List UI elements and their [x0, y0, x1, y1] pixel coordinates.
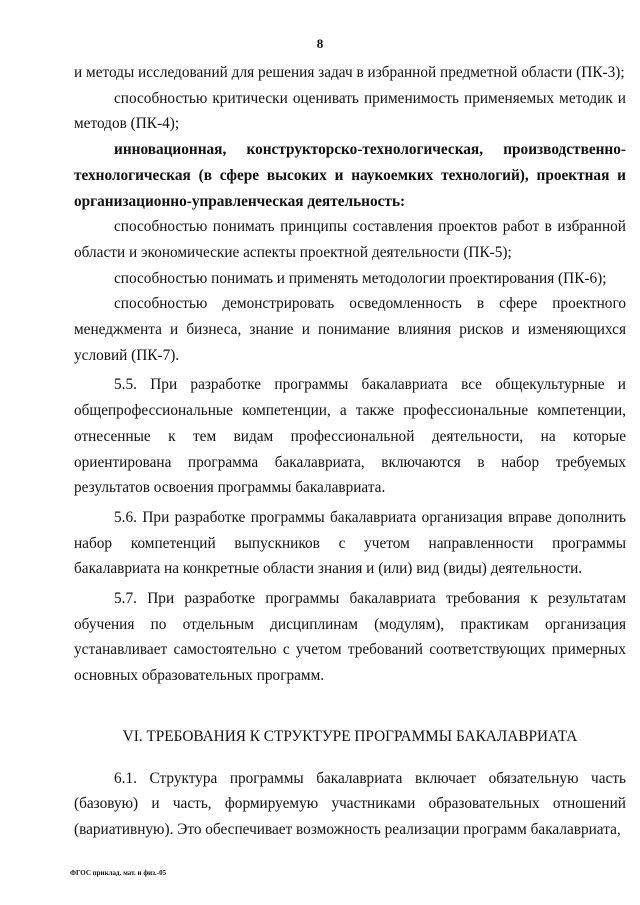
section-heading: VI. ТРЕБОВАНИЯ К СТРУКТУРЕ ПРОГРАММЫ БАКАЛАВРИАТА: [122, 727, 578, 745]
paragraph-pk7: способностью демонстрировать осведомленность в сфере проектного менеджмента и бизнеса, знание и понимание влияния рисков и изменяющихся условий (ПК-7).: [74, 295, 626, 364]
page-number: 8: [316, 36, 324, 51]
document-body: [74, 60, 626, 843]
paragraph-5-5: 5.5. При разработке программы бакалавриата все общекультурные и общепрофессиональные компетенции, а также профессиональные компетенции, отнесенные к тем видам профессиональной деятельности, на которые ориентирована программа бакалавриата, включаются в набор требуемых результатов освоения программы бакалавриата.: [74, 376, 626, 497]
paragraph-pk6: способностью понимать и применять методологии проектирования (ПК-6);: [114, 269, 607, 287]
paragraph-5-7: 5.7. При разработке программы бакалавриата требования к результатам обучения по отдельным дисциплинам (модулям), практикам организация устанавливает самостоятельно с учетом требований соответствующих примерных основных образовательных программ.: [74, 590, 626, 685]
paragraph-pk5: способностью понимать принципы составления проектов работ в избранной области и экономические аспекты проектной деятельности (ПК-5);: [74, 218, 626, 261]
activity-type-heading: инновационная, конструкторско-технологическая, производственно-технологическая (в сфере высоких и наукоемких технологий), проектная и организационно-управленческая деятельность:: [74, 141, 626, 210]
paragraph-5-6: 5.6. При разработке программы бакалавриата организация вправе дополнить набор компетенций выпускников с учетом направленности программы бакалавриата на конкретные области знания и (или) вид (виды) деятельности.: [74, 508, 626, 578]
paragraph-pk4: способностью критически оценивать применимость применяемых методик и методов (ПК-4);: [74, 89, 626, 133]
footer-label: ФГОС приклад. мат. и физ.-05: [70, 869, 167, 877]
paragraph-6-1: 6.1. Структура программы бакалавриата включает обязательную часть (базовую) и часть, формируемую участниками образовательных отношений (вариативную). Это обеспечивает возможность реализации программ бакалавриата,: [74, 769, 626, 838]
paragraph-pk3-continuation: и методы исследований для решения задач в избранной предметной области (ПК-3);: [74, 64, 625, 81]
